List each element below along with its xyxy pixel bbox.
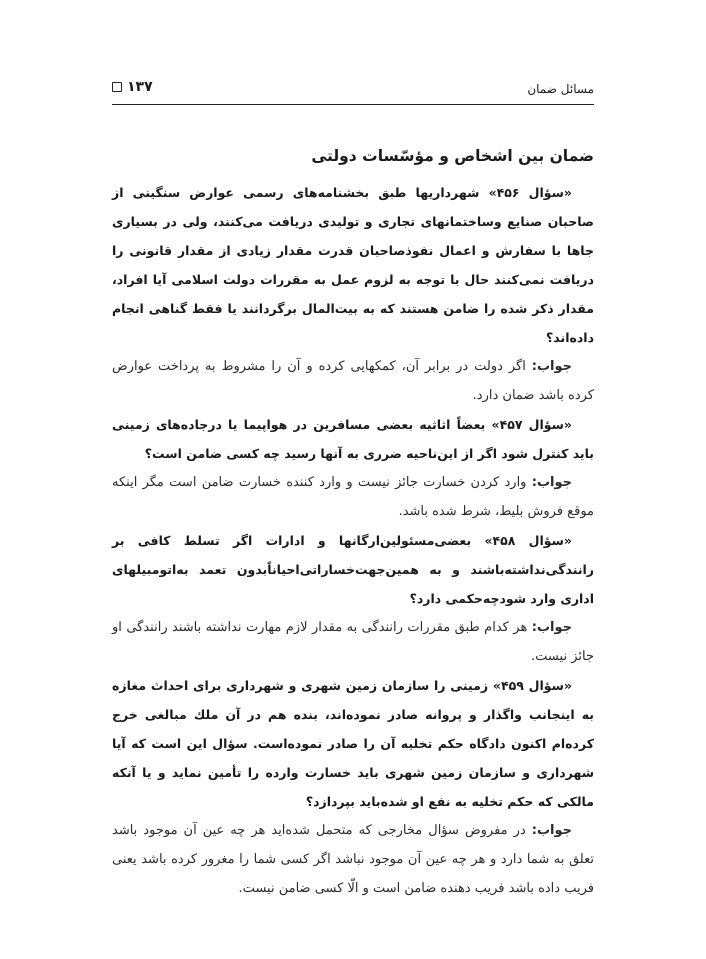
answer-label: جواب: — [531, 359, 572, 374]
answer-label: جواب: — [531, 823, 572, 838]
question-label: «سؤال ۴۵۸» — [484, 533, 573, 548]
running-title: مسائل ضمان — [527, 82, 594, 96]
answer-label: جواب: — [531, 475, 572, 490]
answer-label: جواب: — [531, 620, 572, 635]
answer-text: در مفروض سؤال مخارجى كه متحمل شده‌ايد هر چه عين آن موجود باشد تعلق به شما دارد و هر چه عين آن موجود نباشد اگر كسى شما را مغرور كرده باشد يعنى فريب داده باشد فريب دهنده ضامن است و الّا كسى ضامن نيست. — [112, 823, 594, 896]
page-number-group — [112, 79, 153, 95]
answer-457 — [112, 468, 594, 526]
section-title: ضمان بين اشخاص و مؤسّسات دولتى — [311, 147, 594, 165]
answer-text: وارد كردن خسارت جائز نيست و وارد كننده خسارت ضامن است مگر اينكه موقع فروش بليط، شرط شده باشد. — [112, 475, 594, 519]
answer-456 — [112, 352, 594, 410]
answer-459 — [112, 816, 594, 903]
answer-text: هر كدام طبق مقررات رانندگى به مقدار لازم مهارت نداشته باشند رانندگى او جائز نيست. — [112, 620, 594, 664]
answer-text: اگر دولت در برابر آن، كمكهايى كرده و آن را مشروط به پرداخت عوارض كرده باشد ضمان دارد. — [112, 359, 594, 403]
page-number: ١٣٧ — [127, 79, 153, 95]
question-label: «سؤال ۴۵۶» — [488, 185, 573, 200]
question-text: شهرداريها طبق بخشنامه‌هاى رسمى عوارض سنگينى از صاحبان صنايع وساختمانهاى تجارى و توليدى دريافت مى‌كنند، ولى در بسيارى جاها با سفارش و اعمال نفوذصاحبان قدرت مقدار زيادى از مقدار قانونى را دريافت نمى‌كنند حال با توجه به لزوم عمل به مقررات دولت اسلامى آيا افراد، مقدار ذكر شده را ضامن هستند كه به بيت‌المال برگردانند يا فقط گناهى انجام داده‌اند؟ — [112, 185, 594, 345]
question-459 — [112, 671, 594, 816]
square-ornament-icon — [112, 82, 122, 92]
question-text: زمينى را سازمان زمين شهرى و شهردارى براى احداث مغازه به اينجانب واگذار و پروانه صادر نموده‌اند، بنده هم در آن ملك مبالغى خرج كرده‌ام اكنون دادگاه حكم تخليه آن را صادر نموده‌است. سؤال اين است كه آيا شهردارى و سازمان زمين شهرى بايد خسارت وارده را تأمين نمايد و يا آنكه مالكى كه حكم تخليه به نفع او شده‌بايد بپردازد؟ — [112, 678, 594, 809]
question-text: بعضاً اثاثيه بعضى مسافرين در هواپيما يا درجاده‌هاى زمينى بايد كنترل شود اگر از اين‌ناحيه ضررى به آنها رسيد چه كسى ضامن است؟ — [112, 417, 594, 461]
question-457 — [112, 410, 594, 468]
question-text: بعضى‌مسئولين‌ارگانها و ادارات اگر تسلط كافى بر رانندگى‌نداشته‌باشند و به همين‌جهت‌خساراتى‌احياناً‌بدون تعمد به‌اتومبيلهاى ادارى وارد شود‌چه‌حكمى دارد؟ — [112, 533, 594, 606]
answer-458 — [112, 613, 594, 671]
question-456 — [112, 178, 594, 352]
question-label: «سؤال ۴۵۷» — [491, 417, 573, 432]
page-header — [112, 78, 594, 105]
question-label: «سؤال ۴۵۹» — [492, 678, 573, 693]
question-458 — [112, 526, 594, 613]
page-body — [112, 146, 594, 903]
